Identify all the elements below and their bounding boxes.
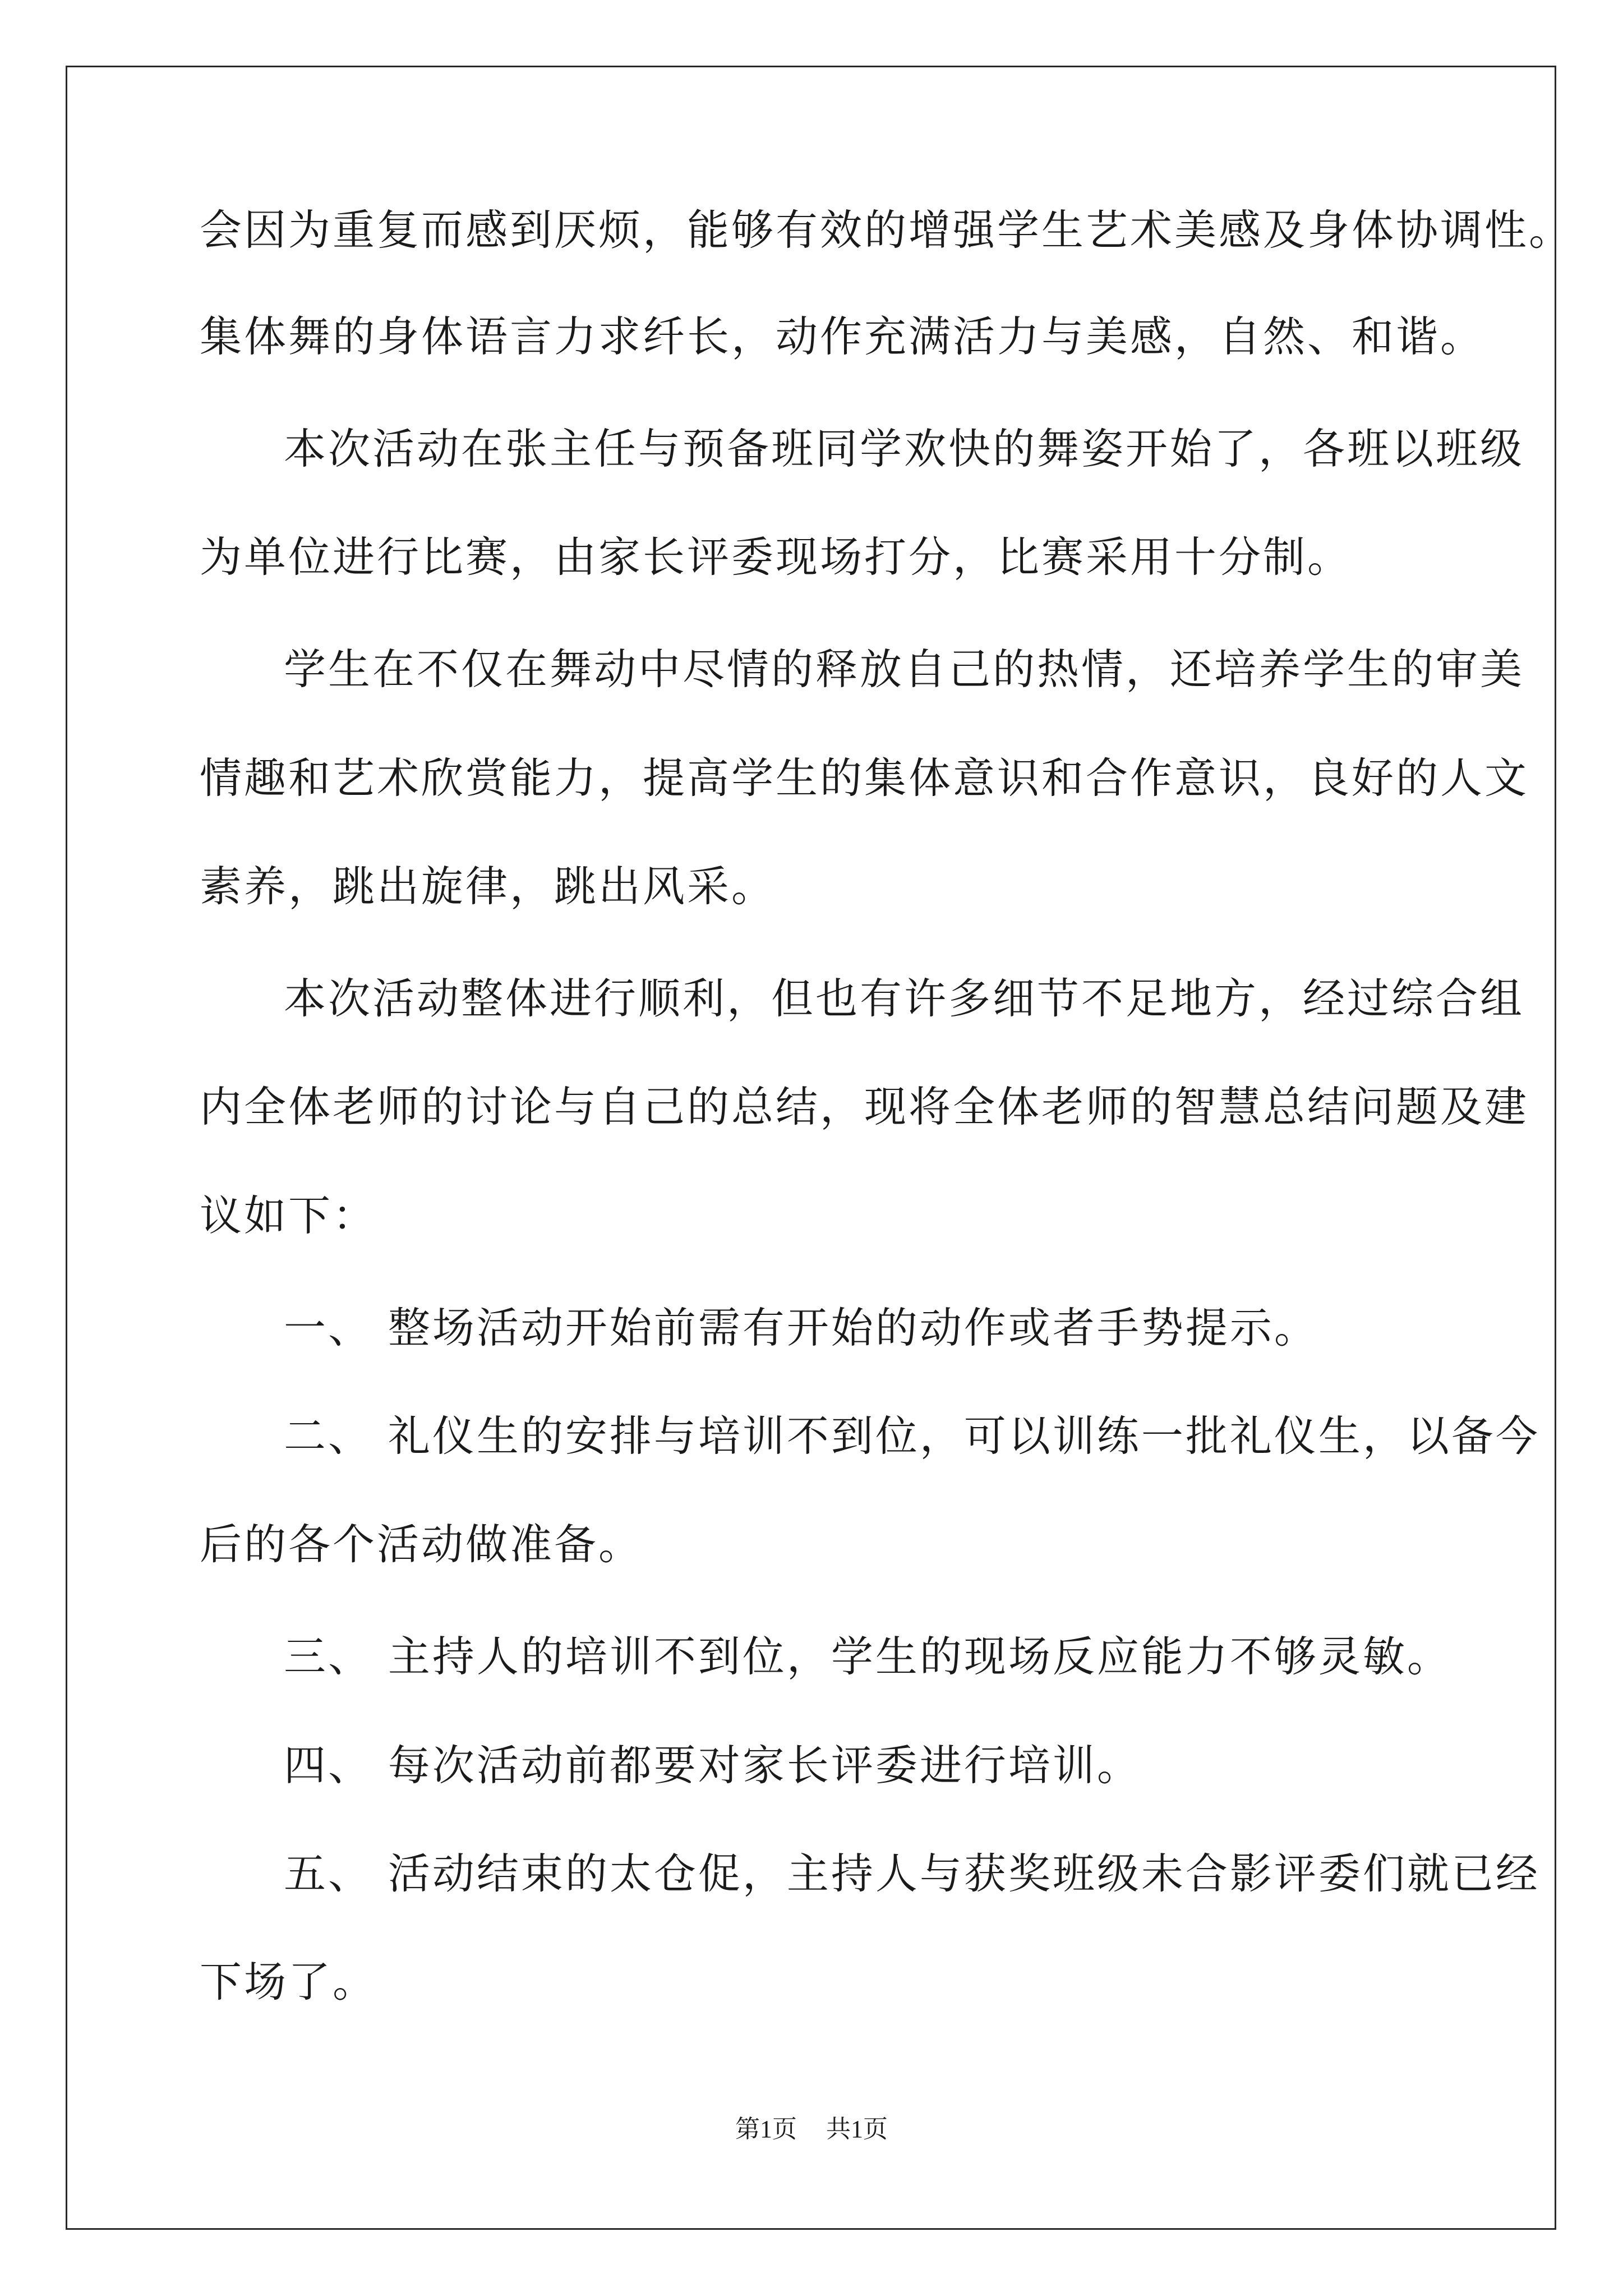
text-line: 集体舞的身体语言力求纤长，动作充满活力与美感，自然、和谐。 xyxy=(200,312,1485,361)
paragraph-start-line: 本次活动在张主任与预备班同学欢快的舞姿开始了，各班以班级 xyxy=(284,424,1525,473)
text-line: 会因为重复而感到厌烦，能够有效的增强学生艺术美感及身体协调性。 xyxy=(200,205,1574,255)
paragraph-start-line: 本次活动整体进行顺利，但也有许多细节不足地方，经过综合组 xyxy=(284,974,1525,1023)
text-line: 内全体老师的讨论与自己的总结，现将全体老师的智慧总结问题及建 xyxy=(200,1082,1529,1131)
page-footer xyxy=(0,2114,1623,2145)
page-border xyxy=(66,66,1556,2230)
page-total-label: 共1页 xyxy=(826,2115,888,2143)
text-line: 为单位进行比赛，由家长评委现场打分，比赛采用十分制。 xyxy=(200,532,1352,582)
list-item-2: 二、 礼仪生的安排与培训不到位，可以训练一批礼仪生，以备今 xyxy=(284,1411,1540,1461)
list-item-5: 五、 活动结束的太仓促，主持人与获奖班级未合影评委们就已经 xyxy=(284,1849,1540,1898)
page-number-label: 第1页 xyxy=(735,2115,797,2143)
text-line: 后的各个活动做准备。 xyxy=(200,1520,643,1569)
paragraph-start-line: 学生在不仅在舞动中尽情的释放自己的热情，还培养学生的审美 xyxy=(284,645,1525,694)
text-line: 下场了。 xyxy=(200,1957,377,2007)
list-item-3: 三、 主持人的培训不到位，学生的现场反应能力不够灵敏。 xyxy=(284,1632,1451,1681)
text-line: 素养，跳出旋律，跳出风采。 xyxy=(200,862,776,911)
list-item-4: 四、 每次活动前都要对家长评委进行培训。 xyxy=(284,1741,1141,1790)
list-item-1: 一、 整场活动开始前需有开始的动作或者手势提示。 xyxy=(284,1303,1318,1352)
text-line: 情趣和艺术欣赏能力，提高学生的集体意识和合作意识，良好的人文 xyxy=(200,753,1529,803)
text-line: 议如下： xyxy=(200,1191,377,1240)
